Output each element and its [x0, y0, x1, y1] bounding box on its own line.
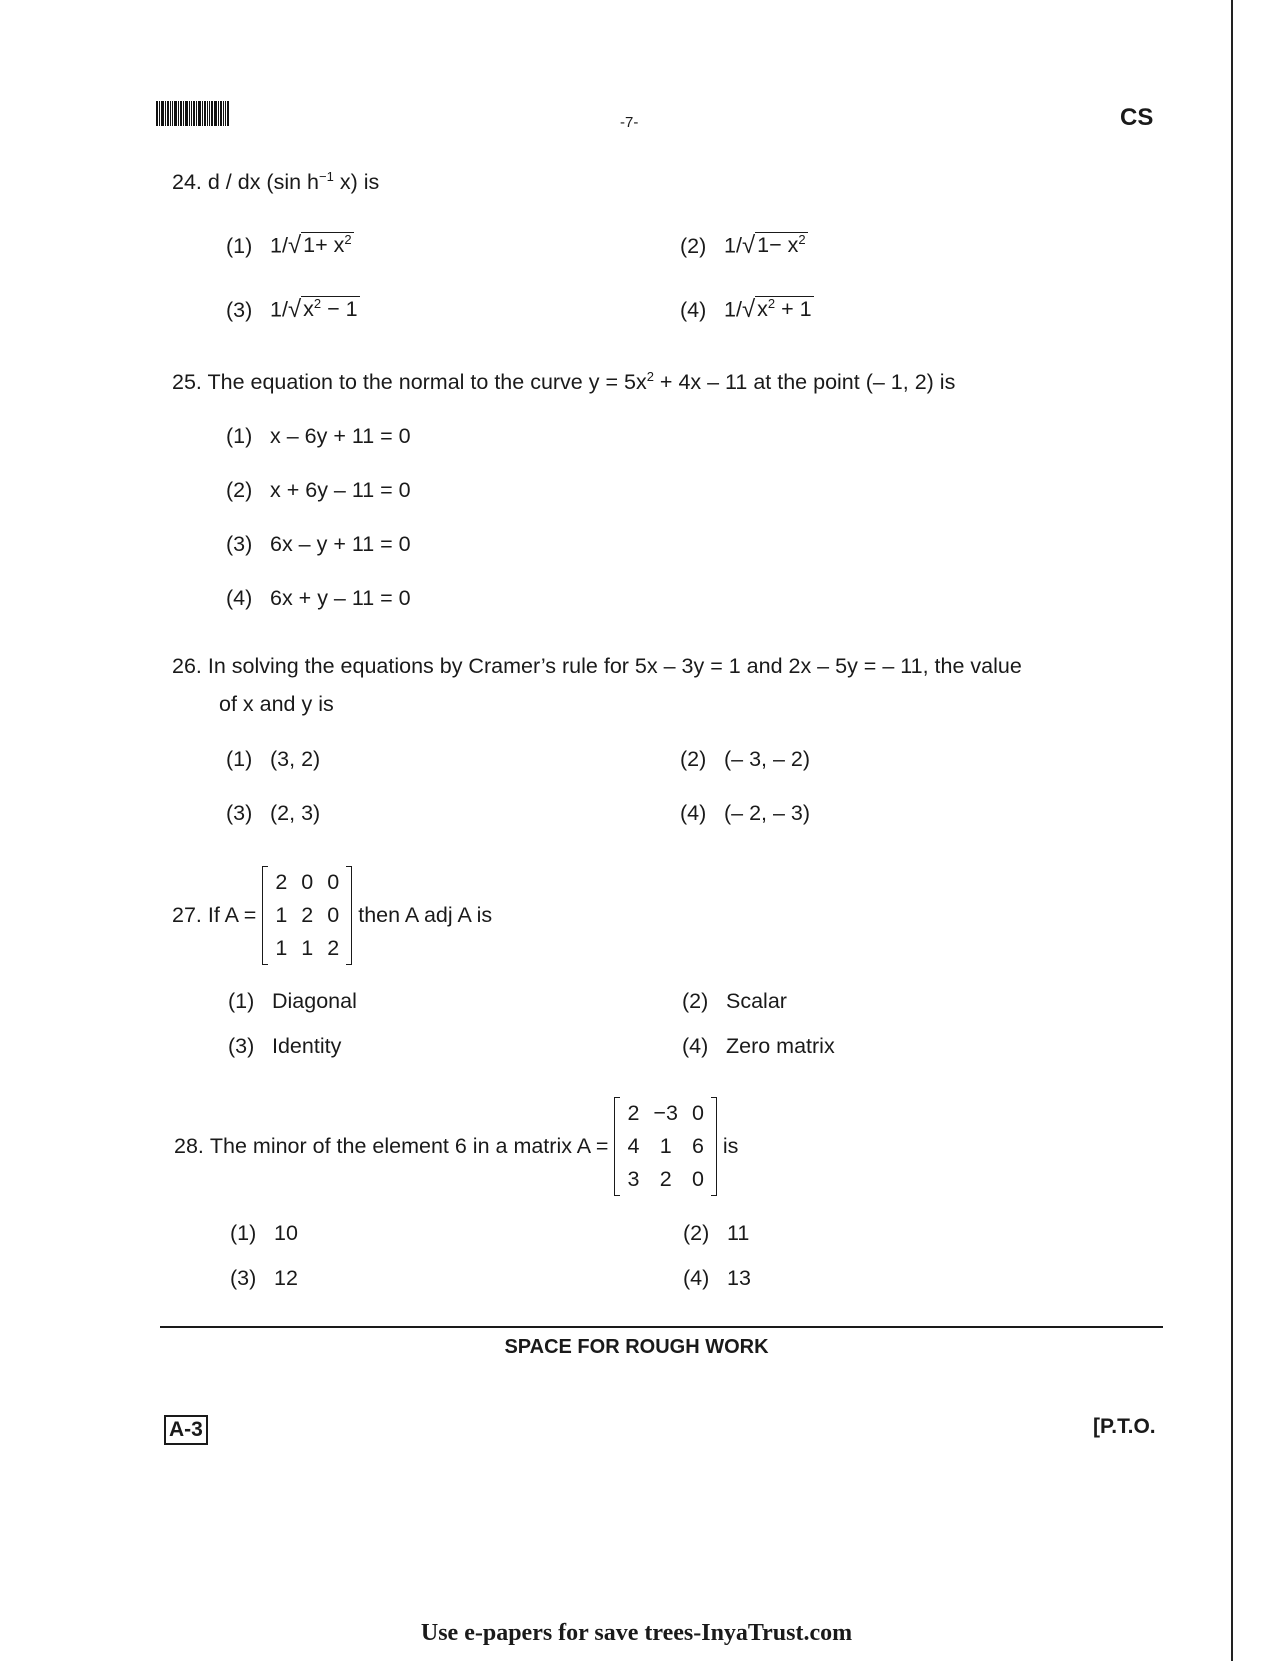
question-28: [174, 1097, 738, 1196]
question-stem-suffix: is: [722, 1134, 739, 1158]
q27-option-4[interactable]: (4) Zero matrix: [682, 1034, 835, 1058]
question-24: [172, 170, 379, 195]
question-number: 28.: [174, 1134, 204, 1158]
barcode-image: [156, 101, 248, 126]
question-27: [172, 866, 492, 965]
q24-option-2[interactable]: (2) 1/ √ $1- x^2$: [680, 231, 806, 259]
question-26: [172, 654, 1022, 679]
matrix-a: 2 0 0 1 2 0 1 1 2: [262, 866, 352, 965]
question-stem: The equation to the normal to the curve $y = 5x^2 + 4x - 11$ at the point (– 1, 2) is: [207, 369, 956, 394]
set-code-box: A-3: [164, 1415, 208, 1445]
booklet-code: CS: [1120, 104, 1154, 131]
divider-line: [160, 1326, 1163, 1328]
matrix-a: 2 −3 0 4 1 6 3 2 0: [614, 1097, 716, 1196]
sqrt-symbol: √ $x^2 + 1$: [741, 295, 812, 323]
question-stem-line-1: In solving the equations by Cramer’s rule for 5x – 3y = 1 and 2x – 5y = – 11, the value: [207, 654, 1022, 678]
q28-option-2[interactable]: (2) 11: [683, 1221, 750, 1245]
question-stem-prefix: The minor of the element 6 in a matrix A =: [209, 1134, 609, 1158]
question-stem-line-2: of x and y is: [219, 692, 334, 716]
q28-option-1[interactable]: (1) 10: [230, 1221, 298, 1245]
question-stem-suffix: then A adj A is: [358, 903, 493, 927]
page-edge-line: [1231, 0, 1233, 1661]
q27-option-3[interactable]: (3) Identity: [228, 1034, 342, 1058]
q27-option-1[interactable]: (1) Diagonal: [228, 989, 357, 1013]
q26-option-3[interactable]: (3) (2, 3): [226, 801, 321, 825]
page-number: -7-: [620, 114, 639, 131]
q25-option-1[interactable]: (1) x – 6y + 11 = 0: [226, 424, 411, 448]
q26-option-4[interactable]: (4) (– 2, – 3): [680, 801, 811, 825]
q24-option-1[interactable]: (1) 1/ √ $1+ x^2$: [226, 231, 352, 259]
q26-option-2[interactable]: (2) (– 3, – 2): [680, 747, 811, 771]
sqrt-symbol: √ $x^2 - 1$: [287, 295, 358, 323]
q24-option-3[interactable]: (3) 1/ √ $x^2 - 1$: [226, 295, 358, 323]
question-stem: d / dx (sin $h^{-1}$ x) is: [207, 169, 380, 194]
question-25: [172, 370, 955, 395]
question-stem-prefix: If A =: [207, 903, 257, 927]
rough-work-label: SPACE FOR ROUGH WORK: [504, 1336, 769, 1358]
sqrt-symbol: √ $1- x^2$: [741, 231, 806, 259]
question-number: 27.: [172, 903, 202, 927]
q26-option-1[interactable]: (1) (3, 2): [226, 747, 321, 771]
q25-option-2[interactable]: (2) x + 6y – 11 = 0: [226, 478, 411, 502]
q28-option-3[interactable]: (3) 12: [230, 1266, 298, 1290]
q25-option-4[interactable]: (4) 6x + y – 11 = 0: [226, 586, 411, 610]
q27-option-2[interactable]: (2) Scalar: [682, 989, 787, 1013]
footer-text: Use e-papers for save trees-InyaTrust.com: [420, 1620, 853, 1646]
question-number: 24.: [172, 170, 202, 194]
q28-option-4[interactable]: (4) 13: [683, 1266, 751, 1290]
q25-option-3[interactable]: (3) 6x – y + 11 = 0: [226, 532, 411, 556]
question-number: 25.: [172, 370, 202, 394]
q24-option-4[interactable]: (4) 1/ √ $x^2 + 1$: [680, 295, 812, 323]
question-number: 26.: [172, 654, 202, 678]
sqrt-symbol: √ $1+ x^2$: [287, 231, 352, 259]
pto-label: [P.T.O.: [1093, 1415, 1156, 1438]
